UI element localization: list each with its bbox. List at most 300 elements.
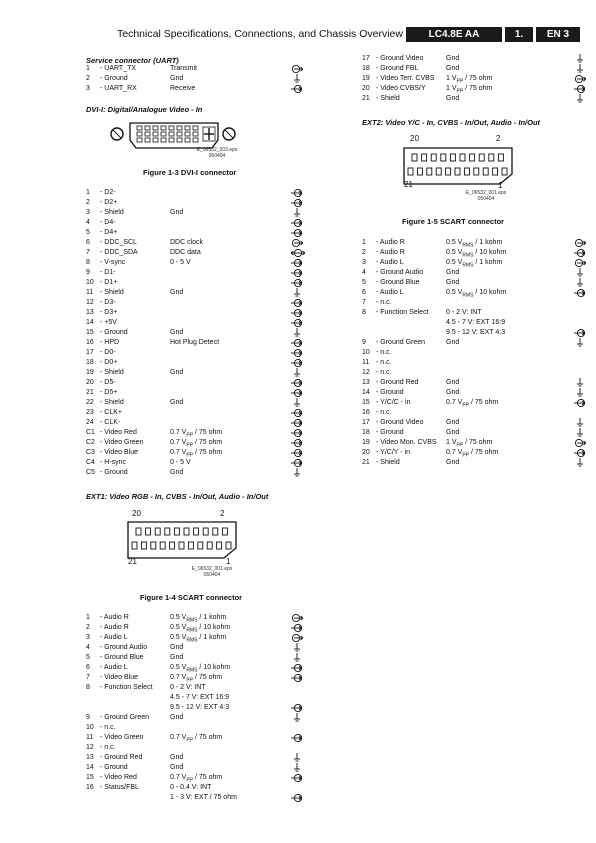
- pin-number: 21: [362, 459, 370, 466]
- pin-name: - Shield: [376, 459, 400, 466]
- dvi-pin: [153, 132, 158, 136]
- pin-number: 1: [362, 239, 366, 246]
- output-signal-icon: [574, 438, 586, 448]
- pin-name: - D2-: [100, 189, 116, 196]
- pin-row: [86, 308, 305, 318]
- ext2-pin20-label: 20: [410, 134, 419, 143]
- pin-row: [86, 198, 305, 208]
- pin-row: [362, 278, 588, 288]
- scart-pin: [483, 168, 488, 175]
- pin-name: - DDC_SCL: [100, 239, 137, 246]
- scart-pin: [155, 528, 160, 535]
- pin-name: - n.c.: [376, 349, 392, 356]
- ext2-pin1-label: 1: [498, 181, 503, 190]
- pin-value-main: 0.5 V: [170, 614, 187, 621]
- pin-row: [86, 643, 305, 653]
- pin-row: [362, 238, 588, 248]
- pin-value: [170, 703, 229, 713]
- pin-number: 4: [86, 644, 90, 651]
- scart-pin: [179, 542, 184, 549]
- pin-number: 1: [86, 189, 90, 196]
- pin-value-main: 0.5 V: [170, 624, 187, 631]
- pin-row: [86, 428, 305, 438]
- scart-pin: [170, 542, 175, 549]
- pin-row: [362, 458, 588, 468]
- pin-value-unit: / 75 ohm: [193, 674, 223, 681]
- pin-name: - Video Red: [100, 774, 137, 781]
- pin-value-main: Gnd: [446, 419, 460, 426]
- dvi-pin: [177, 138, 182, 142]
- pin-row: [86, 208, 305, 218]
- pin-value-main: 0 - 2 V: INT: [170, 684, 206, 691]
- pin-value-subscript: PP: [462, 402, 470, 409]
- ground-icon: [574, 378, 586, 388]
- pin-name: - Function Select: [100, 684, 153, 691]
- pin-value-main: 1 - 3 V: EXT / 75 ohm: [170, 794, 237, 801]
- pin-value-main: Gnd: [170, 369, 184, 376]
- pin-value: [170, 763, 183, 773]
- pin-number: 6: [362, 289, 366, 296]
- pin-number: 20: [362, 449, 370, 456]
- pin-name: - Ground Blue: [100, 654, 144, 661]
- input-signal-icon: [291, 218, 303, 228]
- pin-name: - Ground Audio: [376, 269, 424, 276]
- pin-name: - Ground: [100, 469, 128, 476]
- pin-number: 14: [86, 764, 94, 771]
- input-signal-icon: [291, 773, 303, 783]
- pin-name: - Ground: [100, 764, 128, 771]
- input-signal-icon: [291, 703, 303, 713]
- pin-value-unit: / 75 ohm: [193, 449, 223, 456]
- pin-name: - Video CVBS/Y: [376, 85, 426, 92]
- pin-name: - Ground: [100, 75, 128, 82]
- pin-value-subscript: PP: [186, 777, 194, 784]
- pin-row: [86, 258, 305, 268]
- pin-value-subscript: RMS: [186, 617, 198, 624]
- output-signal-icon: [574, 74, 586, 84]
- pin-number: 3: [86, 634, 90, 641]
- pin-number: 23: [86, 409, 94, 416]
- pin-row: [362, 418, 588, 428]
- dvi-pin: [153, 126, 158, 130]
- pin-row: [86, 683, 305, 693]
- pin-row: [362, 448, 588, 458]
- input-signal-icon: [291, 663, 303, 673]
- input-signal-icon: [291, 408, 303, 418]
- pin-value-main: 4.5 - 7 V: EXT 16:9: [446, 319, 506, 326]
- pin-name: - Ground Red: [100, 754, 143, 761]
- input-signal-icon: [291, 348, 303, 358]
- pin-row: [86, 378, 305, 388]
- pin-number: C1: [86, 429, 95, 436]
- pin-value: [446, 54, 459, 64]
- pin-number: 9: [362, 339, 366, 346]
- output-signal-icon: [574, 258, 586, 268]
- pin-value-main: 9.5 - 12 V: EXT 4:3: [170, 704, 230, 711]
- dvi-pin: [177, 132, 182, 136]
- pin-number: 18: [362, 429, 370, 436]
- pin-row: [362, 298, 588, 308]
- dvi-pin: [169, 138, 174, 142]
- pin-number: 13: [362, 379, 370, 386]
- pin-value-main: 0.5 V: [446, 239, 463, 246]
- pin-row: [86, 438, 305, 448]
- dvi-pin: [145, 138, 150, 142]
- pin-name: - Ground: [100, 329, 128, 336]
- pin-number: 9: [86, 269, 90, 276]
- pin-name: - Shield: [100, 399, 124, 406]
- pin-name: - Ground Blue: [376, 279, 420, 286]
- ground-icon: [574, 428, 586, 438]
- ground-icon: [291, 763, 303, 773]
- bidirectional-signal-icon: [291, 248, 303, 258]
- ground-icon: [574, 64, 586, 74]
- scart-pin: [408, 168, 413, 175]
- pin-name: - Shield: [100, 369, 124, 376]
- input-signal-icon: [291, 84, 303, 94]
- pin-number: 12: [362, 369, 370, 376]
- pin-number: 11: [362, 359, 370, 366]
- pin-value-unit: / 1 kohm: [197, 614, 227, 621]
- pin-value: [170, 64, 197, 74]
- pin-row: [86, 783, 305, 793]
- pin-name: - Audio L: [100, 634, 128, 641]
- pin-row: [86, 408, 305, 418]
- pin-row: [86, 288, 305, 298]
- pin-number: 13: [86, 754, 94, 761]
- pin-value-unit: / 75 ohm: [193, 774, 223, 781]
- input-signal-icon: [574, 448, 586, 458]
- pin-value-main: 0.7 V: [446, 449, 463, 456]
- pin-name: - Ground FBL: [376, 65, 419, 72]
- pin-name: - Audio R: [376, 249, 405, 256]
- pin-row: [86, 74, 305, 84]
- pin-number: 3: [86, 85, 90, 92]
- pin-name: - +5V: [100, 319, 117, 326]
- pin-value: [170, 258, 191, 268]
- pin-row: [86, 398, 305, 408]
- pin-row: [362, 378, 588, 388]
- pin-value: [170, 288, 183, 298]
- pin-value-subscript: RMS: [462, 262, 474, 269]
- pin-number: 15: [362, 399, 370, 406]
- pin-value-main: 0.5 V: [446, 259, 463, 266]
- dvi-pin: [193, 138, 198, 142]
- pin-value-main: Receive: [170, 85, 196, 92]
- pin-row: [362, 258, 588, 268]
- pin-value: [170, 398, 183, 408]
- dvi-diagram-label: E_06532_003.eps: [196, 147, 238, 153]
- pin-number: 8: [86, 259, 90, 266]
- pin-row: [86, 348, 305, 358]
- ext1-pin2-label: 2: [220, 509, 225, 518]
- pin-row: [362, 338, 588, 348]
- pin-value-subscript: PP: [456, 88, 464, 95]
- pin-row: [362, 64, 588, 74]
- pin-value-subscript: PP: [186, 432, 194, 439]
- pin-value-unit: / 75 ohm: [463, 439, 493, 446]
- pin-value-main: Gnd: [170, 209, 184, 216]
- dvi-diagram-date: 050404: [208, 153, 226, 159]
- pin-value: [170, 753, 183, 763]
- pin-value-unit: / 75 ohm: [193, 439, 223, 446]
- pin-value-main: Gnd: [446, 339, 460, 346]
- pin-number: 22: [86, 399, 94, 406]
- pin-value-main: Gnd: [446, 429, 460, 436]
- pin-row: [86, 328, 305, 338]
- pin-value: [170, 458, 191, 468]
- pin-value-subscript: RMS: [186, 627, 198, 634]
- pin-name: - D4-: [100, 219, 116, 226]
- pin-name: - D1+: [100, 279, 118, 286]
- input-signal-icon: [291, 733, 303, 743]
- pin-value-main: Gnd: [446, 279, 460, 286]
- pin-row: [86, 368, 305, 378]
- scart-pin: [141, 542, 146, 549]
- pin-name: - D3+: [100, 309, 118, 316]
- pin-value-main: Gnd: [170, 329, 184, 336]
- pin-row: [86, 64, 305, 74]
- pin-number: 1: [86, 614, 90, 621]
- scart-pin: [165, 528, 170, 535]
- ext2-pin2-label: 2: [496, 134, 501, 143]
- pin-name: - Y/C/C - in: [376, 399, 411, 406]
- pin-row: [86, 468, 305, 478]
- output-signal-icon: [291, 238, 303, 248]
- pin-number: 7: [86, 249, 90, 256]
- pin-value-subscript: PP: [456, 78, 464, 85]
- dvi-pin: [161, 138, 166, 142]
- pin-value-subscript: PP: [462, 452, 470, 459]
- page-number-badge: EN 3: [536, 27, 580, 42]
- pin-value: [170, 468, 183, 478]
- scart-pin: [132, 542, 137, 549]
- dvi-pin: [161, 132, 166, 136]
- dvi-pin: [145, 126, 150, 130]
- pin-value-main: 0.7 V: [170, 734, 187, 741]
- pin-value-unit: / 10 kohm: [197, 664, 231, 671]
- pin-name: - Video Red: [100, 429, 137, 436]
- ground-icon: [574, 54, 586, 64]
- pin-value-subscript: RMS: [462, 242, 474, 249]
- pin-value-subscript: RMS: [462, 292, 474, 299]
- input-signal-icon: [291, 258, 303, 268]
- pin-name: - Status/FBL: [100, 784, 139, 791]
- dvi-pin: [161, 126, 166, 130]
- pin-value-main: Gnd: [446, 269, 460, 276]
- scart-pin: [502, 168, 507, 175]
- pin-row: [86, 763, 305, 773]
- pin-value-unit: / 75 ohm: [463, 75, 493, 82]
- pin-number: 13: [86, 309, 94, 316]
- pin-value-main: Gnd: [446, 389, 460, 396]
- pin-number: 18: [362, 65, 370, 72]
- scart-pin: [446, 168, 451, 175]
- input-signal-icon: [291, 418, 303, 428]
- scart-pin: [464, 168, 469, 175]
- pin-value-main: Gnd: [170, 75, 184, 82]
- pin-value-subscript: PP: [186, 677, 194, 684]
- ext1-scart-diagram: [124, 518, 240, 560]
- pin-number: 19: [86, 369, 94, 376]
- pin-value-subscript: RMS: [186, 667, 198, 674]
- scart-pin: [470, 154, 475, 161]
- scart-pin: [412, 154, 417, 161]
- pin-value-main: 1 V: [446, 439, 457, 446]
- pin-name: - Ground Video: [376, 419, 424, 426]
- input-signal-icon: [291, 198, 303, 208]
- pin-number: 15: [86, 329, 94, 336]
- pin-value: [446, 388, 459, 398]
- pin-number: 8: [86, 684, 90, 691]
- input-signal-icon: [291, 188, 303, 198]
- scart-pin: [217, 542, 222, 549]
- pin-row: [86, 388, 305, 398]
- pin-row: [362, 288, 588, 298]
- ground-icon: [574, 338, 586, 348]
- ground-icon: [291, 74, 303, 84]
- pin-number: 18: [86, 359, 94, 366]
- dvi-pin: [177, 126, 182, 130]
- scart-pin: [226, 542, 231, 549]
- pin-value-main: 0.7 V: [170, 439, 187, 446]
- pin-value: [446, 418, 459, 428]
- pin-number: 4: [362, 269, 366, 276]
- pin-name: - Function Select: [376, 309, 429, 316]
- ground-icon: [291, 753, 303, 763]
- ground-icon: [574, 94, 586, 104]
- scart-pin: [174, 528, 179, 535]
- pin-row: [362, 318, 588, 328]
- ground-icon: [291, 713, 303, 723]
- ground-icon: [291, 653, 303, 663]
- pin-value-subscript: PP: [186, 737, 194, 744]
- input-signal-icon: [291, 793, 303, 803]
- ext2-section-title: EXT2: Video Y/C - In, CVBS - In/Out, Audio - In/Out: [362, 118, 541, 127]
- pin-name: - D1-: [100, 269, 116, 276]
- pin-value-main: Gnd: [170, 654, 184, 661]
- pin-row: [362, 348, 588, 358]
- pin-row: [362, 74, 588, 84]
- pin-row: [86, 713, 305, 723]
- input-signal-icon: [291, 278, 303, 288]
- ext2-diagram-label: E_06532_001.eps: [465, 190, 507, 196]
- pin-value: [446, 308, 482, 318]
- pin-number: 5: [86, 654, 90, 661]
- ground-icon: [291, 398, 303, 408]
- pin-number: C3: [86, 449, 95, 456]
- pin-name: - Shield: [100, 209, 124, 216]
- pin-value-subscript: PP: [456, 442, 464, 449]
- pin-name: - D3-: [100, 299, 116, 306]
- pin-row: [86, 278, 305, 288]
- pin-value-unit: / 10 kohm: [473, 289, 507, 296]
- pin-number: 12: [86, 299, 94, 306]
- output-signal-icon: [574, 238, 586, 248]
- pin-row: [362, 358, 588, 368]
- pin-row: [86, 673, 305, 683]
- pin-value-main: DDC clock: [170, 239, 204, 246]
- pin-value: [170, 248, 201, 258]
- pin-number: 3: [86, 209, 90, 216]
- pin-value-main: 1 V: [446, 85, 457, 92]
- scart-pin: [194, 528, 199, 535]
- ext1-section-title: EXT1: Video RGB - In, CVBS - In/Out, Audio - In/Out: [86, 492, 269, 501]
- pin-name: - Video Blue: [100, 674, 139, 681]
- pin-row: [362, 248, 588, 258]
- pin-name: - n.c.: [100, 744, 116, 751]
- dvi-pin: [185, 138, 190, 142]
- pin-value: [446, 328, 505, 338]
- pin-value-main: Gnd: [170, 469, 184, 476]
- scart-pin: [474, 168, 479, 175]
- pin-value: [446, 338, 459, 348]
- pin-name: - D2+: [100, 199, 118, 206]
- pin-value-unit: / 75 ohm: [469, 449, 499, 456]
- pin-number: C5: [86, 469, 95, 476]
- scart-pin: [203, 528, 208, 535]
- pin-value-unit: / 10 kohm: [473, 249, 507, 256]
- pin-name: - HPD: [100, 339, 120, 346]
- input-signal-icon: [291, 378, 303, 388]
- pin-number: 16: [86, 339, 94, 346]
- pin-value: [446, 378, 459, 388]
- pin-number: 4: [86, 219, 90, 226]
- dvi-pin: [169, 126, 174, 130]
- pin-row: [362, 328, 588, 338]
- dvi-pin: [185, 126, 190, 130]
- ext2-diagram-date: 050404: [477, 196, 495, 202]
- pin-number: 6: [86, 664, 90, 671]
- pin-number: 10: [362, 349, 370, 356]
- pin-name: - Video Blue: [100, 449, 139, 456]
- pin-value-main: 0.7 V: [170, 674, 187, 681]
- pin-value-main: 0.5 V: [446, 249, 463, 256]
- pin-number: 16: [362, 409, 370, 416]
- pin-number: 14: [86, 319, 94, 326]
- pin-name: - D5+: [100, 389, 118, 396]
- input-signal-icon: [291, 318, 303, 328]
- pin-value-main: 0 - 5 V: [170, 259, 191, 266]
- ground-icon: [291, 368, 303, 378]
- ground-icon: [574, 388, 586, 398]
- pin-name: - DDC_SDA: [100, 249, 138, 256]
- pin-name: - Shield: [376, 95, 400, 102]
- pin-number: C4: [86, 459, 95, 466]
- pin-name: - n.c.: [376, 299, 392, 306]
- pin-value-main: 0 - 2 V: INT: [446, 309, 482, 316]
- input-signal-icon: [291, 428, 303, 438]
- pin-number: 10: [86, 724, 94, 731]
- pin-value-main: Gnd: [170, 754, 184, 761]
- pin-number: 21: [362, 95, 370, 102]
- pin-row: [86, 298, 305, 308]
- pin-number: 2: [86, 199, 90, 206]
- pin-name: - n.c.: [376, 409, 392, 416]
- pin-row: [86, 733, 305, 743]
- scart-pin: [427, 168, 432, 175]
- dvi-pin: [193, 132, 198, 136]
- pin-row: [86, 723, 305, 733]
- pin-number: 3: [362, 259, 366, 266]
- pin-name: - V-sync: [100, 259, 126, 266]
- pin-name: - Ground: [376, 429, 404, 436]
- pin-row: [86, 458, 305, 468]
- ground-icon: [574, 268, 586, 278]
- pin-value-main: Hot Plug Detect: [170, 339, 220, 346]
- scart-pin: [136, 528, 141, 535]
- scart-pin: [455, 168, 460, 175]
